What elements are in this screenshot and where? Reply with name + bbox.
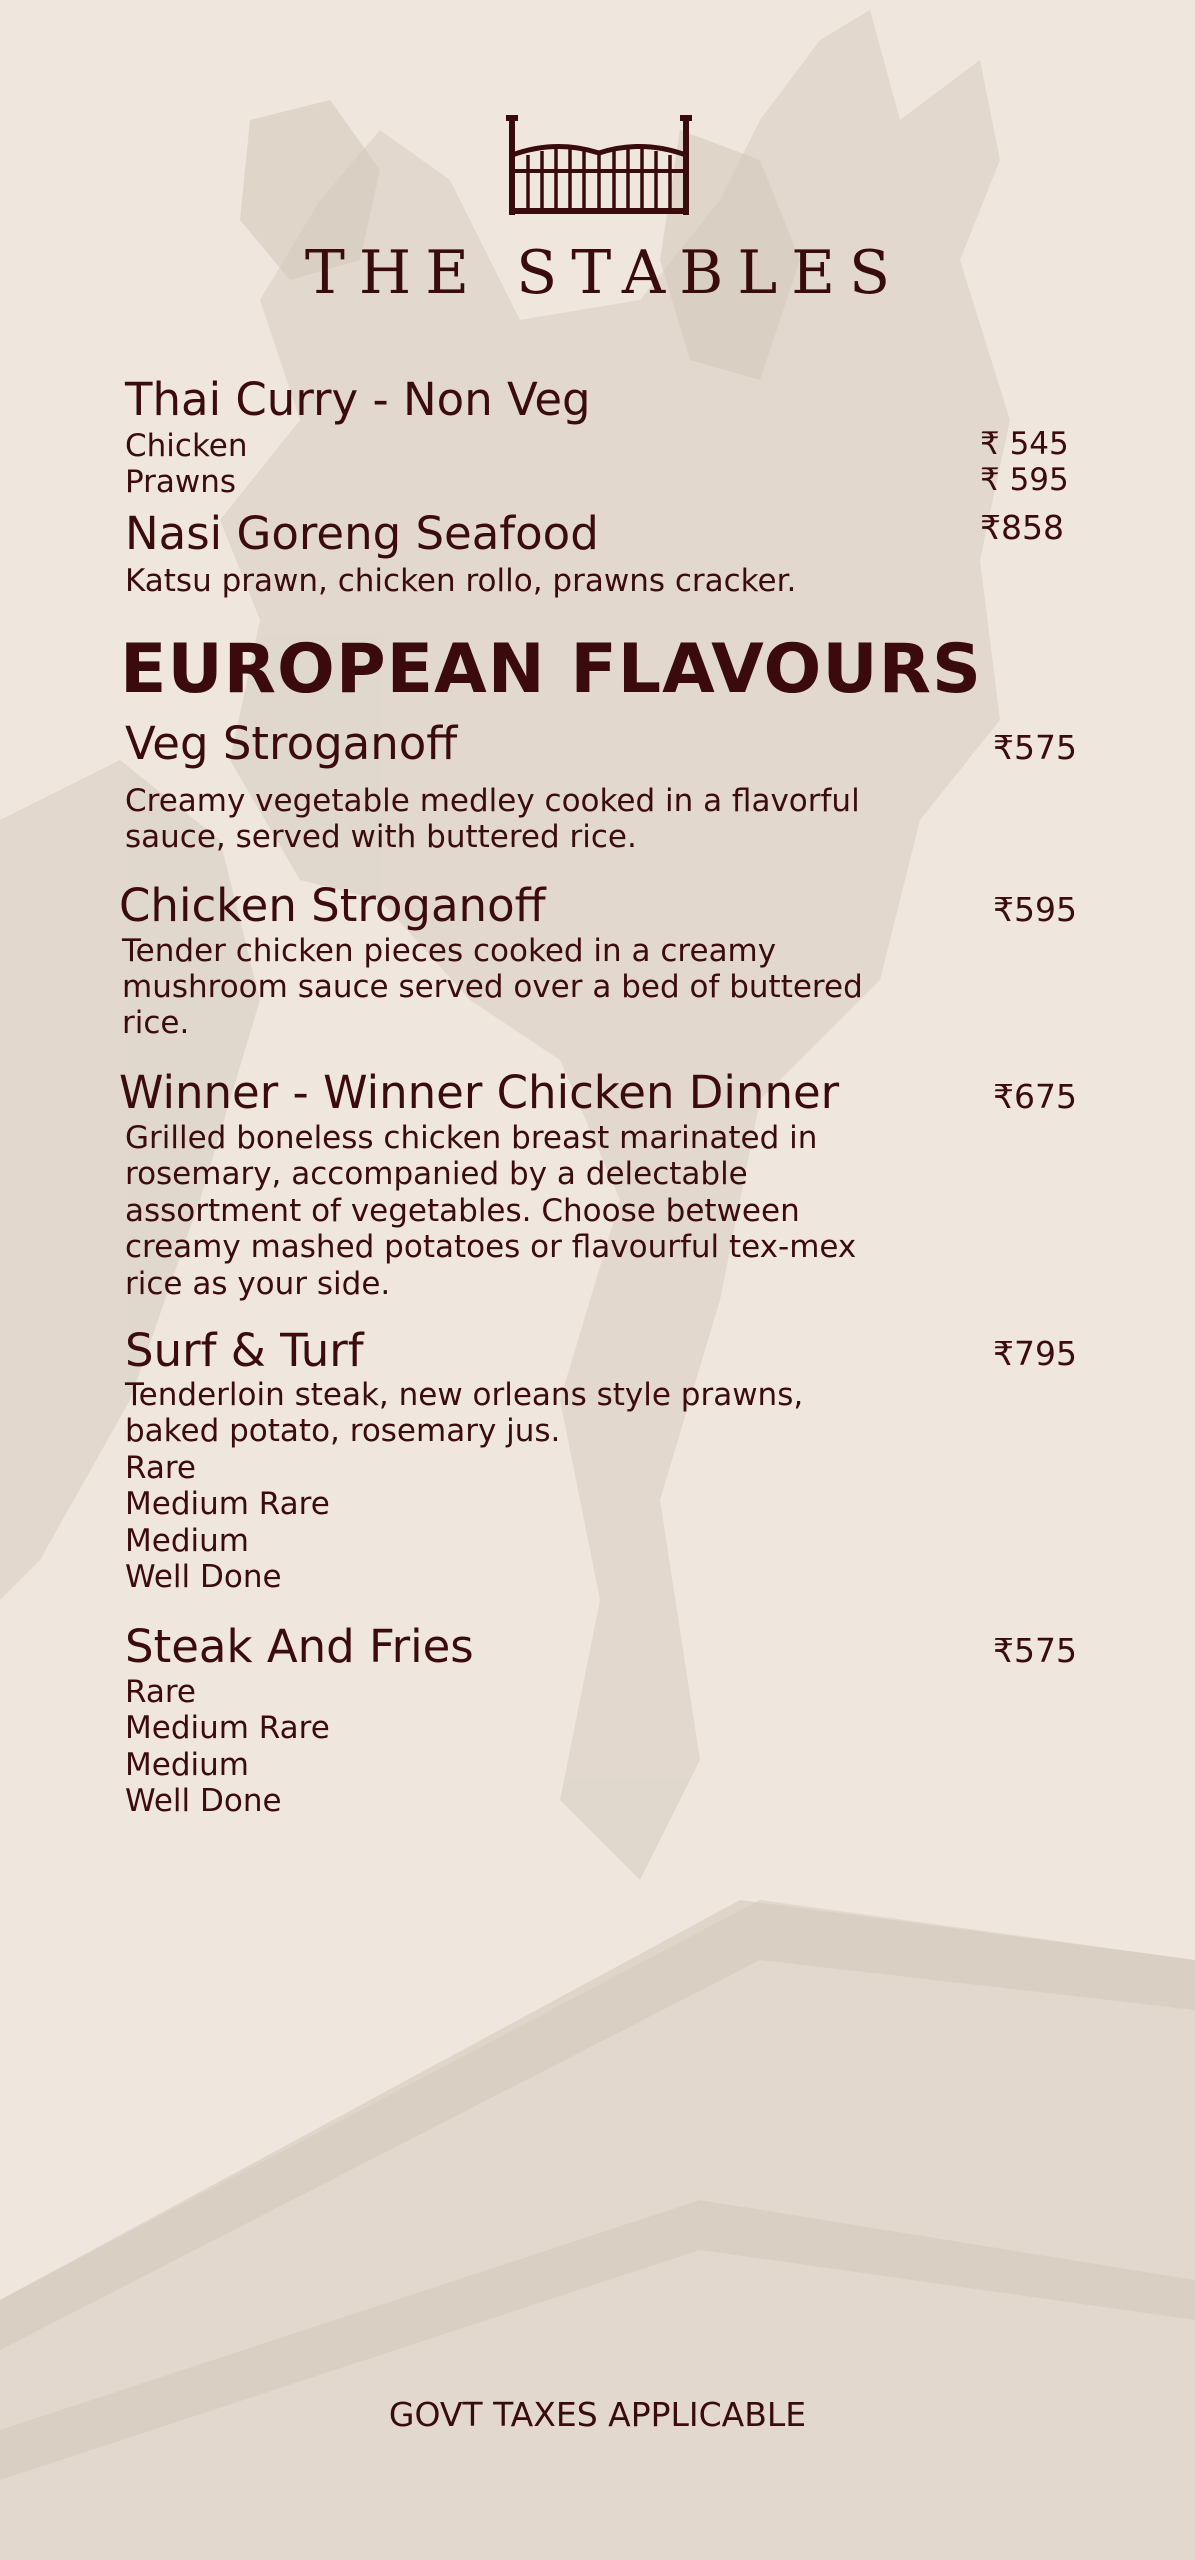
veg-stroganoff-title: Veg Stroganoff [125, 717, 458, 770]
item-description-line: Creamy vegetable medley cooked in a flavorful [125, 783, 860, 819]
tax-notice: GOVT TAXES APPLICABLE [388, 2395, 807, 2434]
doneness-option: Medium Rare [125, 1710, 330, 1746]
item-description-line: creamy mashed potatoes or flavourful tex-mex [125, 1229, 857, 1265]
option-chicken-price: ₹ 545 [980, 426, 1069, 462]
item-description-line: Tender chicken pieces cooked in a creamy [122, 933, 777, 969]
nasi-goreng-price: ₹858 [980, 508, 1064, 547]
doneness-option: Well Done [125, 1783, 282, 1819]
nasi-goreng-title: Nasi Goreng Seafood [125, 507, 599, 560]
steak-fries-price: ₹575 [993, 1631, 1077, 1670]
thai-curry-title: Thai Curry - Non Veg [125, 373, 591, 426]
doneness-option: Medium [125, 1523, 249, 1559]
section-heading: EUROPEAN FLAVOURS [120, 630, 982, 709]
steak-fries-title: Steak And Fries [125, 1620, 474, 1673]
doneness-option: Medium [125, 1747, 249, 1783]
item-description-line: Tenderloin steak, new orleans style prawns, [125, 1377, 804, 1413]
brand-name: THE STABLES [304, 238, 905, 308]
chicken-dinner-price: ₹675 [993, 1077, 1077, 1116]
option-chicken-label: Chicken [125, 428, 248, 464]
surf-turf-title: Surf & Turf [125, 1324, 364, 1377]
veg-stroganoff-price: ₹575 [993, 728, 1077, 767]
chicken-dinner-title: Winner - Winner Chicken Dinner [119, 1066, 840, 1119]
item-description-line: mushroom sauce served over a bed of buttered [122, 969, 863, 1005]
option-prawns-label: Prawns [125, 464, 237, 500]
item-description-line: sauce, served with buttered rice. [125, 819, 637, 855]
doneness-option: Medium Rare [125, 1486, 330, 1522]
surf-turf-price: ₹795 [993, 1334, 1077, 1373]
doneness-option: Rare [125, 1450, 196, 1486]
option-prawns-price: ₹ 595 [980, 462, 1069, 498]
doneness-option: Rare [125, 1674, 196, 1710]
chicken-stroganoff-price: ₹595 [993, 890, 1077, 929]
item-description-line: baked potato, rosemary jus. [125, 1413, 561, 1449]
gate-icon [500, 115, 700, 220]
item-description-line: rice as your side. [125, 1266, 391, 1302]
doneness-option: Well Done [125, 1559, 282, 1595]
nasi-goreng-description: Katsu prawn, chicken rollo, prawns cracker. [125, 563, 797, 599]
item-description-line: rosemary, accompanied by a delectable [125, 1156, 748, 1192]
item-description-line: assortment of vegetables. Choose between [125, 1193, 800, 1229]
chicken-stroganoff-title: Chicken Stroganoff [119, 879, 546, 932]
item-description-line: Grilled boneless chicken breast marinated in [125, 1120, 818, 1156]
item-description-line: rice. [122, 1005, 190, 1041]
